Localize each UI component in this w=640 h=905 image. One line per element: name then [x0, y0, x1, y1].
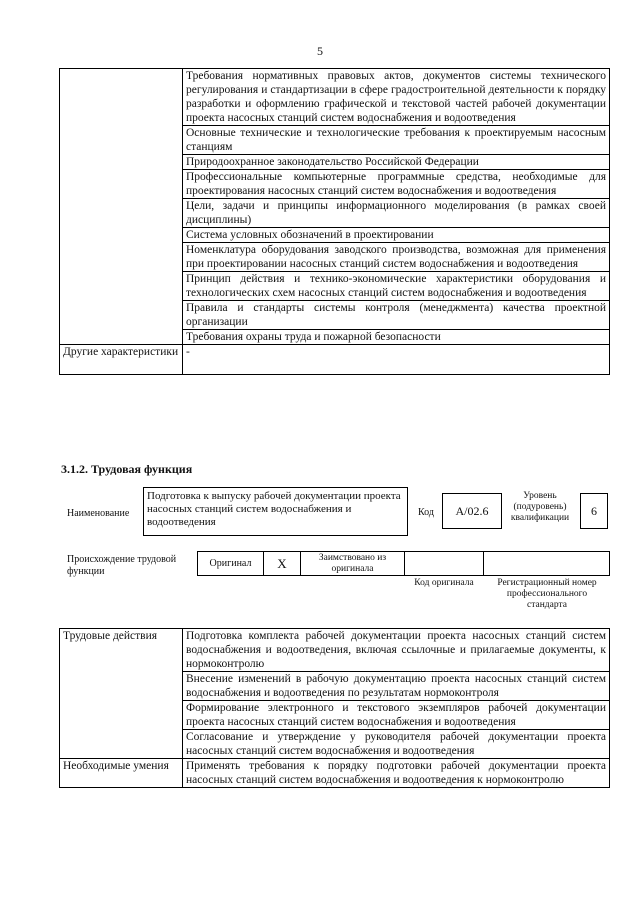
row-text: Номенклатура оборудования заводского производства, возможная для применения при проектировании насосных станций систем водоснабжения и водоотведения [183, 243, 610, 272]
row-label: Трудовые действия [60, 629, 183, 759]
row-label: Другие характеристики [60, 345, 183, 375]
row-text: Требования охраны труда и пожарной безопасности [183, 330, 610, 345]
row-text: Внесение изменений в рабочую документацию проекта насосных станций систем водоснабжения и водоотведения по результатам нормоконтроля [183, 672, 610, 701]
table-row [60, 759, 610, 788]
table-row [60, 345, 610, 375]
row-text: Принцип действия и технико-экономические характеристики оборудования и технологических схем насосных станций систем водоснабжения и водоотведения [183, 272, 610, 301]
code-value: А/02.6 [442, 493, 502, 529]
row-text: Подготовка комплекта рабочей документации проекта насосных станций систем водоснабжения и водоотведения, включая ссылочные и прилагаемые документы, к нормоконтролю [183, 629, 610, 672]
reg-number-box [483, 551, 610, 576]
row-text: - [183, 345, 610, 375]
original-mark: X [263, 551, 301, 576]
page-number: 5 [317, 44, 323, 58]
row-text: Применять требования к порядку подготовки рабочей документации проекта насосных станций систем водоснабжения и водоотведения к нормоконтролю [183, 759, 610, 788]
knowledge-table [59, 68, 610, 375]
code-label: Код [418, 507, 434, 518]
row-text: Правила и стандарты системы контроля (менеджмента) качества проектной организации [183, 301, 610, 330]
row-text: Требования нормативных правовых актов, документов системы технического регулирования и стандартизации в сфере градостроительной деятельности к порядку разработки и оформлению графической и текстовой частей рабочей документации проекта насосных станций систем водоснабжения и водоотведения [183, 69, 610, 126]
table-row [60, 629, 610, 672]
name-label: Наименование [67, 508, 130, 519]
level-value: 6 [580, 493, 608, 529]
original-label: Оригинал [197, 551, 264, 576]
table-row [60, 69, 610, 126]
row-text: Система условных обозначений в проектировании [183, 228, 610, 243]
name-value: Подготовка к выпуску рабочей документации проекта насосных станций систем водоснабжения и водоотведения [143, 487, 408, 536]
section-title: 3.1.2. Трудовая функция [61, 462, 193, 476]
code-original-caption: Код оригинала [414, 578, 474, 588]
row-text: Цели, задачи и принципы информационного моделирования (в рамках своей дисциплины) [183, 199, 610, 228]
reg-number-caption: Регистрационный номер профессионального стандарта [497, 578, 597, 610]
row-text: Природоохранное законодательство Российской Федерации [183, 155, 610, 170]
row-text: Профессиональные компьютерные программные средства, необходимые для проектирования насосных станций систем водоснабжения и водоотведения [183, 170, 610, 199]
origin-label: Происхождение трудовой функции [67, 554, 177, 577]
code-original-box [404, 551, 484, 576]
row-label: Необходимые умения [60, 759, 183, 788]
row-text: Формирование электронного и текстового экземпляров рабочей документации проекта насосных станций систем водоснабжения и водоотведения [183, 701, 610, 730]
row-text: Согласование и утверждение у руководителя рабочей документации проекта насосных станций систем водоснабжения и водоотведения [183, 730, 610, 759]
row-label-empty [60, 69, 183, 345]
borrowed-label: Заимствовано из оригинала [300, 551, 405, 576]
row-text: Основные технические и технологические требования к проектируемым насосным станциям [183, 126, 610, 155]
level-label: Уровень (подуровень) квалификации [510, 491, 570, 523]
labor-actions-table [59, 628, 610, 788]
